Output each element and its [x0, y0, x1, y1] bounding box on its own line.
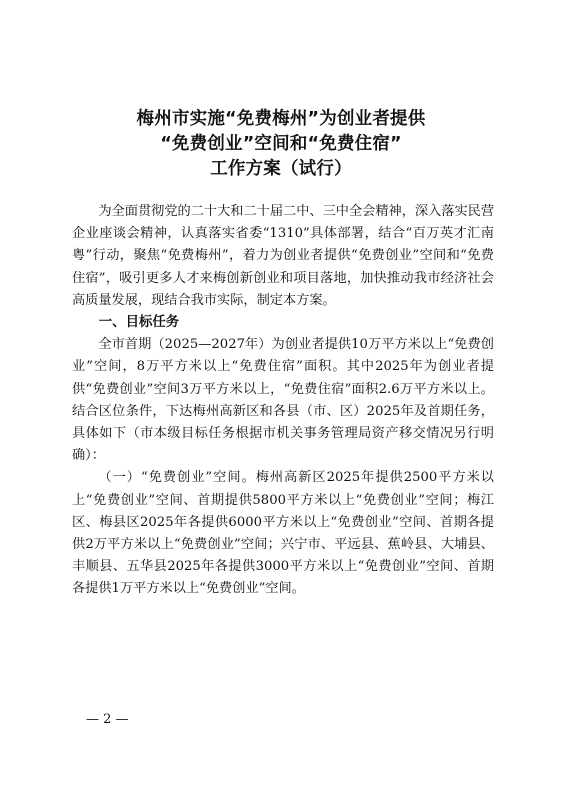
- targets-paragraph: 全市首期（2025—2027年）为创业者提供10万平方米以上“免费创业”空间，8万平方米以上“免费住宿”面积。其中2025年为创业者提供“免费创业”空间3万平方米以上，“免费住宿”面积2.6万平方米以上。结合区位条件，下达梅州高新区和各县（市、区）2025年及首期任务，具体如下（市本级目标任务根据市机关事务管理局资产移交情况另行明确）：: [72, 337, 494, 464]
- document-body: [72, 201, 494, 601]
- page-number: — 2 —: [86, 712, 129, 727]
- section-heading-targets: 一、目标任务: [98, 315, 180, 331]
- title-line-2: “免费创业”空间和“免费住宿”: [160, 134, 402, 154]
- free-startup-space-paragraph: （一）“免费创业”空间。梅州高新区2025年提供2500平方米以上“免费创业”空间、首期提供5800平方米以上“免费创业”空间；梅江区、梅县区2025年各提供6000平方米以上“免费创业”空间、首期各提供2万平方米以上“免费创业”空间；兴宁市、平远县、蕉岭县、大埔县、丰顺县、五华县2025年各提供3000平方米以上“免费创业”空间、首期各提供1万平方米以上“免费创业”空间。: [72, 470, 494, 597]
- title-line-1: 梅州市实施“免费梅州”为创业者提供: [136, 109, 426, 129]
- document-title: [70, 107, 492, 182]
- title-line-3: 工作方案（试行）: [210, 159, 352, 179]
- intro-paragraph: 为全面贯彻党的二十大和二十届二中、三中全会精神，深入落实民营企业座谈会精神，认真落实省委“1310”具体部署，结合“百万英才汇南粤”行动，聚焦“免费梅州”，着力为创业者提供“免费创业”空间和“免费住宿”，吸引更多人才来梅创新创业和项目落地，加快推动我市经济社会高质量发展，现结合我市实际，制定本方案。: [72, 204, 495, 308]
